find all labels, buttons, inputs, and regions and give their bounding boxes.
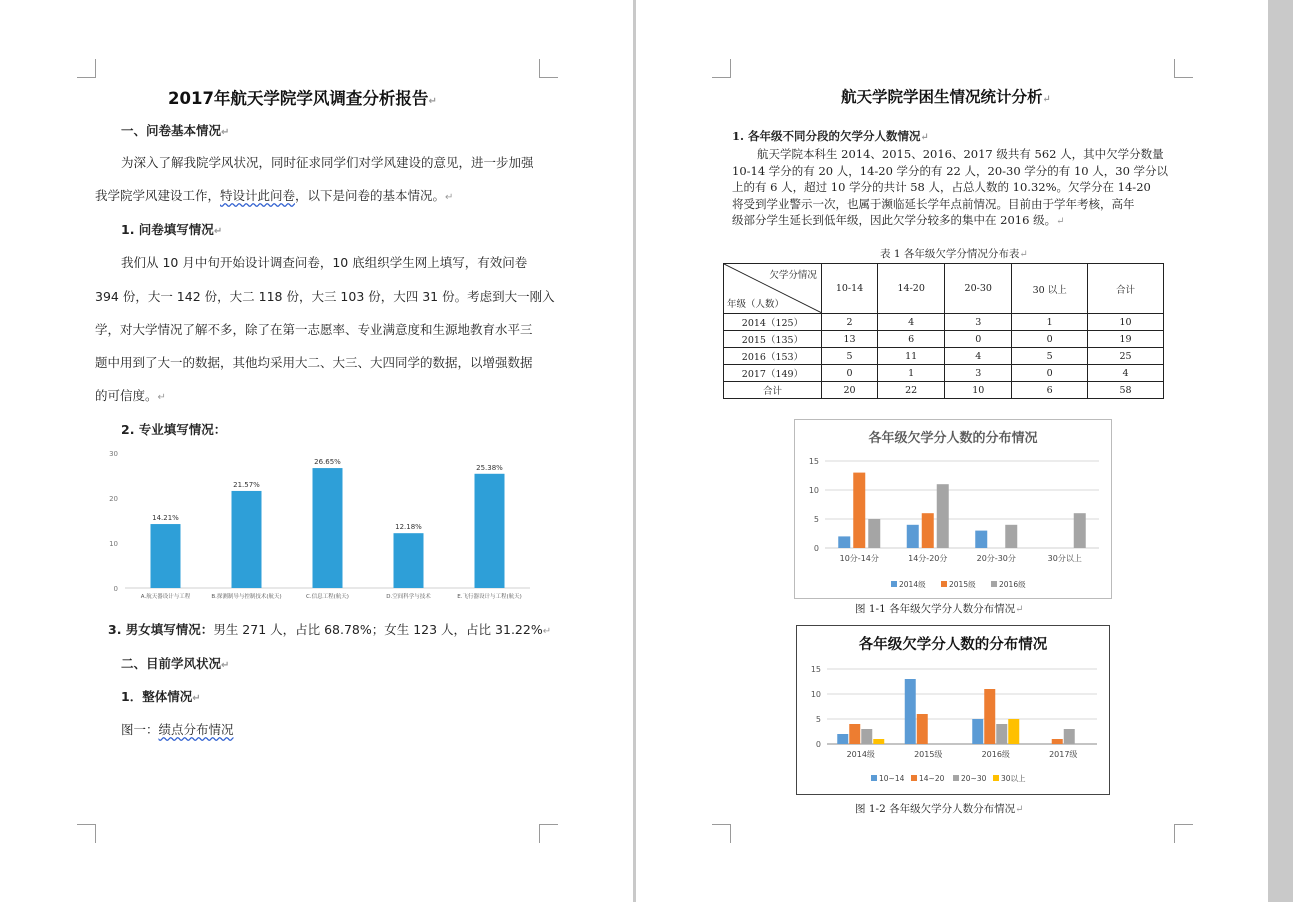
data-cell: 0 <box>1012 365 1088 382</box>
text-run: 3. 男女填写情况： <box>108 622 214 637</box>
arrears-by-range-chart <box>795 420 1111 598</box>
x-tick-label: 10分-14分 <box>839 554 879 563</box>
section-heading-text: 1. 各年级不同分段的欠学分人数情况 <box>732 129 921 143</box>
subsection-heading: 1．整体情况↵ <box>121 689 201 704</box>
row-label: 合计 <box>724 382 822 399</box>
legend-swatch <box>993 775 999 781</box>
figure-label <box>121 720 234 738</box>
x-tick-label: C.信息工程(航天) <box>306 594 349 600</box>
figure-caption-text: 图 1-2 各年级欠学分人数分布情况 <box>855 803 1016 815</box>
section-heading-text: 二、目前学风状况 <box>121 656 222 671</box>
bar <box>873 739 884 744</box>
text-run: 绩点分布情况 <box>158 722 234 737</box>
y-tick-label: 10 <box>808 486 819 495</box>
table-row <box>724 331 1164 348</box>
data-cell: 19 <box>1088 331 1164 348</box>
data-cell: 2 <box>821 314 877 331</box>
x-tick-label: 2014级 <box>846 750 875 759</box>
text-run: ，以下是问卷的基本情况。 <box>295 188 446 203</box>
x-tick-label: 2017级 <box>1049 750 1078 759</box>
legend-label: 10~14 <box>879 774 905 783</box>
table-row <box>724 365 1164 382</box>
bar <box>151 524 181 588</box>
legend-swatch <box>991 581 997 587</box>
x-tick-label: 20分-30分 <box>976 554 1016 563</box>
subsection-heading: 2. 专业填写情况： <box>121 422 227 437</box>
bar <box>937 484 949 548</box>
data-cell: 5 <box>1012 348 1088 365</box>
y-tick-label: 20 <box>109 495 118 503</box>
bar <box>853 473 865 548</box>
crop-mark <box>1174 59 1193 78</box>
y-tick-label: 0 <box>815 740 821 749</box>
table-caption: 表 1 各年级欠学分情况分布表↵ <box>880 248 1028 260</box>
data-cell: 20 <box>821 382 877 399</box>
paragraph-line: 我学院学风建设工作，特设计此问卷，以下是问卷的基本情况。↵ <box>95 188 454 203</box>
figure-caption: 图 1-2 各年级欠学分人数分布情况↵ <box>855 803 1024 815</box>
paragraph-line: 将受到学业警示一次，也属于濒临延长学年点前情况。目前由于学年考核，高年 <box>732 197 1135 211</box>
bar <box>837 734 848 744</box>
data-label: 25.38% <box>476 463 503 472</box>
paragraph-line: 学，对大学情况了解不多，除了在第一志愿率、专业满意度和生源地教育水平三 <box>95 322 533 337</box>
paragraph-line: 航天学院本科生 2014、2015、2016、2017 级共有 562 人，其中欠学分数量 <box>757 147 1164 161</box>
data-label: 26.65% <box>314 458 341 467</box>
data-cell: 0 <box>1012 331 1088 348</box>
legend-swatch <box>891 581 897 587</box>
major-distribution-chart <box>100 448 540 606</box>
bar <box>917 714 928 744</box>
bar <box>1005 525 1017 548</box>
header-cell: 20-30 <box>945 264 1012 314</box>
x-tick-label: E.飞行器设计与工程(航天) <box>457 594 522 600</box>
crop-mark <box>539 59 558 78</box>
y-tick-label: 10 <box>109 540 118 548</box>
legend-label: 2014级 <box>899 580 926 589</box>
bar <box>868 519 880 548</box>
bar <box>838 536 850 548</box>
legend-label: 20~30 <box>961 774 987 783</box>
paragraph-line: 我们从 10 月中旬开始设计调查问卷，10 底组织学生网上填写，有效问卷 <box>121 255 528 270</box>
table-row <box>724 348 1164 365</box>
legend-swatch <box>941 581 947 587</box>
section-heading-text: 一、问卷基本情况 <box>121 123 222 138</box>
gender-line: 3. 男女填写情况：男生 271 人，占比 68.78%；女生 123 人，占比 31.22%↵ <box>108 622 552 637</box>
paragraph-line: 10-14 学分的有 20 人，14-20 学分的有 22 人，20-30 学分的有 10 人，30 学分以 <box>732 164 1169 178</box>
chart-frame <box>796 625 1110 795</box>
data-cell: 1 <box>1012 314 1088 331</box>
data-cell: 22 <box>878 382 945 399</box>
arrears-table <box>723 263 1164 399</box>
y-tick-label: 5 <box>813 515 819 524</box>
subsection-heading-text: 1．整体情况 <box>121 689 193 704</box>
crop-mark <box>77 824 96 843</box>
y-tick-label: 15 <box>810 665 821 674</box>
data-cell: 4 <box>1088 365 1164 382</box>
text-run: 图一： <box>121 722 159 737</box>
x-tick-label: B.探测制导与控制技术(航天) <box>211 594 282 600</box>
subsection-heading-text: 1. 问卷填写情况 <box>121 222 214 237</box>
corner-bottom-label: 年级（人数） <box>727 299 785 310</box>
section-heading: 1. 各年级不同分段的欠学分人数情况↵ <box>732 129 929 143</box>
y-tick-label: 10 <box>810 690 821 699</box>
data-cell: 10 <box>945 382 1012 399</box>
chart-frame <box>794 419 1112 599</box>
y-tick-label: 5 <box>815 715 821 724</box>
bar <box>1074 513 1086 548</box>
paragraph-line: 的可信度。↵ <box>95 388 166 403</box>
subsection-heading: 1. 问卷填写情况↵ <box>121 222 223 237</box>
legend-swatch <box>953 775 959 781</box>
text-run: 的可信度。 <box>95 388 158 403</box>
legend-label: 2015级 <box>949 580 976 589</box>
data-cell: 0 <box>821 365 877 382</box>
bar <box>861 729 872 744</box>
data-cell: 3 <box>945 314 1012 331</box>
data-cell: 11 <box>878 348 945 365</box>
header-cell: 30 以上 <box>1012 264 1088 314</box>
page-title-text: 航天学院学困生情况统计分析 <box>841 87 1043 106</box>
table-header-row <box>724 264 1164 314</box>
data-cell: 6 <box>878 331 945 348</box>
bar <box>475 474 505 588</box>
row-label: 2015（135） <box>724 331 822 348</box>
legend-label: 14~20 <box>919 774 945 783</box>
bar <box>996 724 1007 744</box>
x-tick-label: 2015级 <box>914 750 943 759</box>
paragraph-line: 题中用到了大一的数据，其他均采用大二、大三、大四同学的数据，以增强数据 <box>95 355 533 370</box>
data-cell: 0 <box>945 331 1012 348</box>
page-title: 2017年航天学院学风调查分析报告↵ <box>168 89 437 108</box>
x-tick-label: 30分以上 <box>1047 554 1082 563</box>
data-cell: 1 <box>878 365 945 382</box>
crop-mark <box>539 824 558 843</box>
y-tick-label: 15 <box>808 457 819 466</box>
y-tick-label: 30 <box>109 450 118 458</box>
text-run: 特设计此问卷 <box>220 188 296 203</box>
legend-swatch <box>911 775 917 781</box>
page-title-text: 2017年航天学院学风调查分析报告 <box>168 89 429 108</box>
bar <box>975 531 987 548</box>
document-page-1 <box>0 0 633 902</box>
text-run: 我学院学风建设工作， <box>95 188 221 203</box>
bar <box>1064 729 1075 744</box>
x-tick-label: D.空间科学与技术 <box>386 594 431 600</box>
data-cell: 6 <box>1012 382 1088 399</box>
arrears-by-grade-chart <box>797 626 1109 794</box>
row-label: 2017（149） <box>724 365 822 382</box>
data-cell: 4 <box>945 348 1012 365</box>
bar <box>1052 739 1063 744</box>
bar <box>394 533 424 588</box>
data-label: 14.21% <box>152 514 179 523</box>
data-cell: 10 <box>1088 314 1164 331</box>
section-heading: 一、问卷基本情况↵ <box>121 123 230 138</box>
x-tick-label: 2016级 <box>981 750 1010 759</box>
row-label: 2016（153） <box>724 348 822 365</box>
paragraph-line: 为深入了解我院学风状况，同时征求同学们对学风建设的意见，进一步加强 <box>121 155 534 170</box>
document-page-2 <box>636 0 1268 902</box>
bar <box>1008 719 1019 744</box>
x-tick-label: A.航天器设计与工程 <box>140 594 191 600</box>
bar <box>232 491 262 588</box>
legend-swatch <box>871 775 877 781</box>
y-tick-label: 0 <box>813 544 819 553</box>
bar <box>313 468 343 588</box>
paragraph-line: 级部分学生延长到低年级，因此欠学分较多的集中在 2016 级。↵ <box>732 213 1065 227</box>
legend-label: 2016级 <box>999 580 1026 589</box>
table-corner-cell <box>724 264 822 314</box>
data-label: 21.57% <box>233 480 260 489</box>
table-total-row <box>724 382 1164 399</box>
figure-caption: 图 1-1 各年级欠学分人数分布情况↵ <box>855 603 1024 615</box>
bar <box>922 513 934 548</box>
bar <box>849 724 860 744</box>
crop-mark <box>712 59 731 78</box>
page-title: 航天学院学困生情况统计分析↵ <box>841 87 1051 106</box>
table-row <box>724 314 1164 331</box>
chart-title: 各年级欠学分人数的分布情况 <box>868 431 1038 446</box>
crop-mark <box>77 59 96 78</box>
text-run: 级部分学生延长到低年级，因此欠学分较多的集中在 2016 级。 <box>732 213 1057 227</box>
crop-mark <box>1174 824 1193 843</box>
bar <box>984 689 995 744</box>
table-caption-text: 表 1 各年级欠学分情况分布表 <box>880 248 1020 260</box>
header-cell: 合计 <box>1088 264 1164 314</box>
bar <box>907 525 919 548</box>
data-cell: 4 <box>878 314 945 331</box>
header-cell: 14-20 <box>878 264 945 314</box>
paragraph-line: 394 份，大一 142 份，大二 118 份，大三 103 份，大四 31 份。考虑到大一刚入 <box>95 289 555 304</box>
corner-top-label: 欠学分情况 <box>769 270 817 281</box>
row-label: 2014（125） <box>724 314 822 331</box>
data-cell: 25 <box>1088 348 1164 365</box>
figure-caption-text: 图 1-1 各年级欠学分人数分布情况 <box>855 603 1016 615</box>
data-cell: 58 <box>1088 382 1164 399</box>
crop-mark <box>712 824 731 843</box>
data-cell: 3 <box>945 365 1012 382</box>
data-label: 12.18% <box>395 523 422 532</box>
header-cell: 10-14 <box>821 264 877 314</box>
y-tick-label: 0 <box>113 585 118 593</box>
section-heading: 二、目前学风状况↵ <box>121 656 230 671</box>
bar <box>905 679 916 744</box>
x-tick-label: 14分-20分 <box>908 554 948 563</box>
data-cell: 5 <box>821 348 877 365</box>
paragraph-line: 上的有 6 人，超过 10 学分的共计 58 人，占总人数的 10.32%。欠学分在 14-20 <box>732 180 1151 194</box>
bar <box>972 719 983 744</box>
chart-title: 各年级欠学分人数的分布情况 <box>858 637 1048 653</box>
text-run: 男生 271 人，占比 68.78%；女生 123 人，占比 31.22% <box>213 622 543 637</box>
legend-label: 30以上 <box>1001 774 1026 783</box>
data-cell: 13 <box>821 331 877 348</box>
